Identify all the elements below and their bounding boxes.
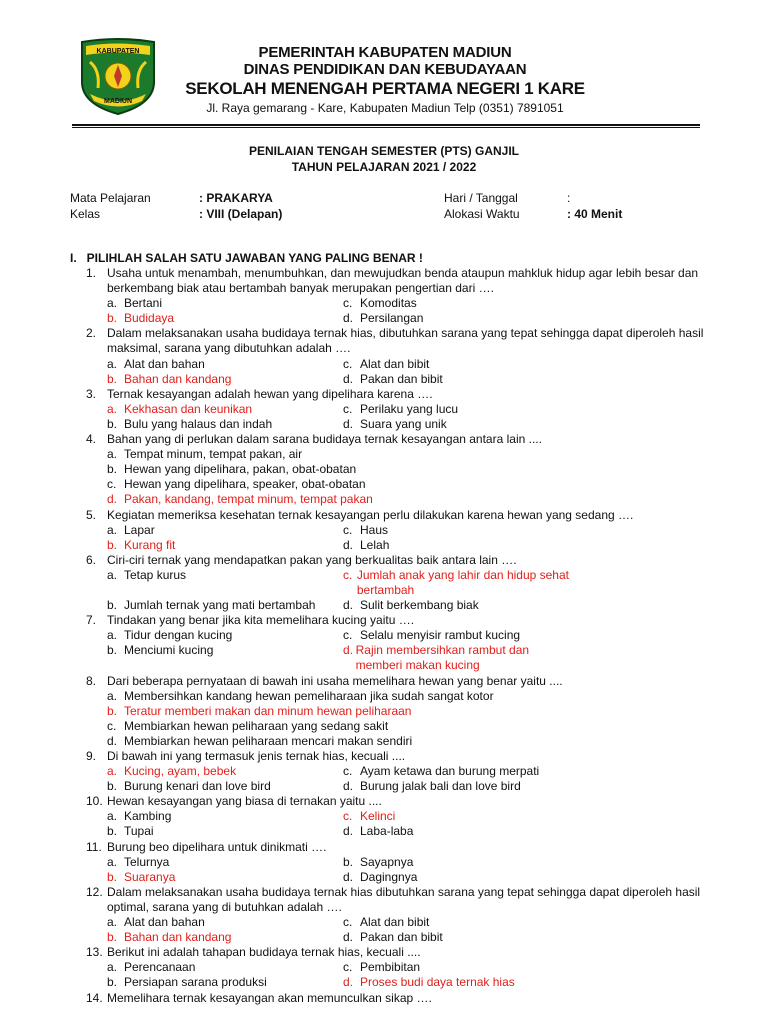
option-text: Suara yang unik (360, 416, 447, 431)
option-letter: a. (107, 764, 118, 779)
option-row (86, 568, 706, 598)
option-text: Teratur memberi makan dan minum hewan peliharaan (124, 703, 412, 718)
question-stem (86, 432, 706, 447)
option-letter: d. (343, 311, 354, 326)
answer-option (107, 296, 343, 311)
answer-option (343, 915, 579, 930)
option-letter: c. (343, 915, 353, 930)
option-letter: b. (107, 779, 118, 794)
option-letter: d. (107, 492, 118, 507)
option-text: Bahan dan kandang (124, 371, 232, 386)
duration-value: : 40 Menit (567, 207, 623, 221)
question-item (86, 840, 706, 885)
option-row (86, 311, 706, 326)
question-stem (86, 508, 706, 523)
option-row (86, 628, 706, 643)
question-stem (86, 387, 706, 402)
option-letter: b. (343, 854, 354, 869)
option-letter: b. (107, 975, 118, 990)
question-item (86, 885, 706, 945)
question-text: Usaha untuk menambah, menumbuhkan, dan mewujudkan benda ataupun mahkluk hidup agar lebih besar dan berkembang biak atau bertambah banyak merupakan pengertian dari …. (107, 266, 699, 296)
option-row (86, 779, 706, 794)
option-letter: b. (107, 824, 118, 839)
answer-option (343, 779, 579, 794)
option-text: Membiarkan hewan peliharaan yang sedang sakit (124, 718, 389, 733)
option-row (86, 960, 706, 975)
option-text: Kelinci (360, 809, 396, 824)
option-text: Haus (360, 522, 389, 537)
option-text: Pakan dan bibit (360, 930, 443, 945)
answer-option-correct (107, 870, 343, 885)
option-letter: c. (343, 522, 353, 537)
question-item (86, 553, 706, 613)
option-letter: d. (343, 598, 354, 613)
option-letter: c. (343, 567, 353, 582)
question-number: 14. (86, 990, 103, 1005)
answer-option (107, 462, 356, 477)
header-rule-thick (72, 124, 700, 126)
option-letter: d. (343, 537, 354, 552)
school-address: Jl. Raya gemarang - Kare, Kabupaten Madiun Telp (0351) 7891051 (206, 101, 564, 115)
subject-label: Mata Pelajaran (70, 191, 151, 205)
option-letter: b. (107, 930, 118, 945)
question-stem (86, 794, 706, 809)
option-row (86, 447, 706, 462)
option-row (86, 462, 706, 477)
option-row (86, 372, 706, 387)
answer-option (107, 477, 366, 492)
question-item (86, 794, 706, 839)
option-text: Alat dan bibit (360, 356, 430, 371)
option-letter: a. (107, 296, 118, 311)
answer-option (343, 824, 579, 839)
government-name: PEMERINTAH KABUPATEN MADIUN (258, 44, 512, 61)
answer-option (107, 357, 343, 372)
option-text: Tetap kurus (124, 567, 187, 582)
option-letter: b. (107, 703, 118, 718)
answer-option-correct (107, 764, 343, 779)
option-letter: d. (343, 869, 354, 884)
answer-option (343, 855, 579, 870)
answer-option-correct (107, 311, 343, 326)
question-stem (86, 840, 706, 855)
option-letter: d. (343, 930, 354, 945)
duration-label: Alokasi Waktu (444, 207, 520, 221)
option-letter: d. (343, 371, 354, 386)
question-item (86, 991, 706, 1006)
question-number: 1. (86, 266, 97, 280)
answer-option (343, 296, 579, 311)
answer-option-correct (107, 704, 411, 719)
answer-option (107, 523, 343, 538)
answer-option-correct (343, 975, 579, 990)
option-text: Perencanaan (124, 960, 196, 975)
date-value: : (567, 191, 571, 205)
answer-option-correct (107, 538, 343, 553)
answer-option (107, 824, 343, 839)
answer-option (107, 960, 343, 975)
option-letter: a. (107, 447, 118, 462)
option-text: Tupai (124, 824, 154, 839)
answer-option-correct (343, 643, 579, 673)
option-row (86, 357, 706, 372)
answer-option (343, 417, 579, 432)
option-text: Persilangan (360, 311, 424, 326)
option-row (86, 734, 706, 749)
answer-option (107, 915, 343, 930)
option-text: Laba-laba (360, 824, 414, 839)
question-number: 11. (86, 839, 102, 854)
option-row (86, 930, 706, 945)
option-text: Komoditas (360, 296, 417, 311)
answer-option (107, 689, 494, 704)
option-text: Lapar (124, 522, 155, 537)
option-row (86, 870, 706, 885)
question-item (86, 266, 706, 326)
question-number: 12. (86, 884, 103, 899)
question-number: 4. (86, 432, 97, 447)
question-number: 2. (86, 326, 97, 341)
option-letter: a. (107, 809, 118, 824)
answer-option (343, 357, 579, 372)
answer-option-correct (107, 402, 343, 417)
answer-option-correct (107, 930, 343, 945)
option-row (86, 598, 706, 613)
option-letter: d. (343, 643, 354, 658)
option-text: Persiapan sarana produksi (124, 975, 267, 990)
option-letter: a. (107, 401, 118, 416)
option-letter: a. (107, 960, 118, 975)
option-text: Hewan yang dipelihara, speaker, obat-obatan (124, 477, 366, 492)
option-text: Jumlah anak yang lahir dan hidup sehat bertambah (356, 567, 569, 597)
option-row (86, 704, 706, 719)
option-text: Dagingnya (360, 869, 418, 884)
question-text: Dari beberapa pernyataan di bawah ini usaha memelihara hewan yang benar yaitu .... (107, 673, 563, 688)
answer-option (343, 870, 579, 885)
option-letter: b. (107, 311, 118, 326)
question-stem (86, 613, 706, 628)
option-text: Pembibitan (360, 960, 421, 975)
option-letter: b. (107, 869, 118, 884)
option-row (86, 477, 706, 492)
option-letter: a. (107, 567, 118, 582)
option-letter: c. (343, 356, 353, 371)
option-text: Telurnya (124, 854, 170, 869)
option-letter: b. (107, 462, 118, 477)
option-letter: d. (343, 779, 354, 794)
answer-option (343, 311, 579, 326)
madiun-regency-logo (76, 38, 160, 116)
question-stem (86, 553, 706, 568)
option-text: Selalu menyisir rambut kucing (360, 628, 521, 643)
answer-option (107, 417, 343, 432)
question-text: Dalam melaksanakan usaha budidaya ternak hias dibutuhkan sarana yang tepat sehingga dapat diperoleh hasil optimal, sarana yang di butuhkan adalah …. (107, 884, 701, 914)
question-text: Di bawah ini yang termasuk jenis ternak hias, kecuali .... (107, 749, 406, 763)
answer-option (343, 960, 579, 975)
option-letter: c. (343, 401, 353, 416)
academic-year: TAHUN PELAJARAN 2021 / 2022 (291, 160, 477, 174)
exam-title (0, 143, 768, 175)
option-letter: c. (343, 809, 353, 824)
option-text: Kekhasan dan keunikan (124, 401, 253, 416)
answer-option (107, 719, 388, 734)
answer-option (343, 930, 579, 945)
option-letter: d. (343, 824, 354, 839)
option-text: Alat dan bibit (360, 915, 430, 930)
option-text: Bulu yang halaus dan indah (124, 416, 273, 431)
option-row (86, 809, 706, 824)
question-stem (86, 326, 706, 356)
option-text: Tempat minum, tempat pakan, air (124, 447, 303, 462)
answer-option-correct (107, 492, 373, 507)
option-text: Alat dan bahan (124, 356, 205, 371)
option-letter: a. (107, 854, 118, 869)
option-letter: c. (343, 764, 353, 779)
option-letter: c. (343, 960, 353, 975)
option-text: Membersihkan kandang hewan pemeliharaan jika sudah sangat kotor (124, 688, 494, 703)
question-number: 3. (86, 386, 97, 401)
answer-option-correct (107, 372, 343, 387)
answer-option (107, 447, 302, 462)
option-text: Lelah (360, 537, 390, 552)
question-number: 13. (86, 945, 103, 960)
option-text: Alat dan bahan (124, 915, 205, 930)
option-text: Hewan yang dipelihara, pakan, obat-obatan (124, 462, 357, 477)
section-heading: I. PILIHLAH SALAH SATU JAWABAN YANG PALING BENAR ! (70, 251, 423, 265)
subject-value: : PRAKARYA (199, 191, 273, 205)
question-stem (86, 885, 706, 915)
option-row (86, 296, 706, 311)
question-number: 5. (86, 507, 97, 522)
question-text: Kegiatan memeriksa kesehatan ternak kesayangan perlu dilakukan karena hewan yang sedang …. (107, 507, 634, 522)
answer-option (107, 809, 343, 824)
option-row (86, 975, 706, 990)
option-letter: a. (107, 915, 118, 930)
option-row (86, 417, 706, 432)
option-row (86, 719, 706, 734)
answer-option (343, 628, 579, 643)
answer-option (107, 598, 343, 613)
option-row (86, 824, 706, 839)
option-letter: a. (107, 356, 118, 371)
option-letter: b. (107, 598, 118, 613)
option-letter: d. (343, 416, 354, 431)
answer-option (107, 628, 343, 643)
option-row (86, 492, 706, 507)
question-item (86, 749, 706, 794)
question-text: Dalam melaksanakan usaha budidaya ternak hias, dibutuhkan sarana yang tepat sehingga dapat diperoleh hasil maksimal, sarana yang dibutuhkan adalah …. (107, 326, 704, 356)
question-number: 7. (86, 613, 97, 628)
option-row (86, 764, 706, 779)
option-letter: b. (107, 371, 118, 386)
option-text: Bahan dan kandang (124, 930, 232, 945)
question-item (86, 508, 706, 553)
option-letter: b. (107, 416, 118, 431)
option-letter: b. (107, 537, 118, 552)
option-row (86, 915, 706, 930)
option-letter: d. (107, 733, 118, 748)
option-text: Kurang fit (124, 537, 176, 552)
answer-option (107, 734, 412, 749)
answer-option (107, 975, 343, 990)
question-text: Bahan yang di perlukan dalam sarana budidaya ternak kesayangan antara lain .... (107, 432, 542, 447)
answer-option (107, 568, 343, 598)
question-item (86, 326, 706, 386)
question-number: 10. (86, 794, 103, 809)
option-row (86, 523, 706, 538)
option-text: Proses budi daya ternak hias (360, 975, 515, 990)
answer-option (343, 372, 579, 387)
answer-option-correct (343, 809, 579, 824)
option-text: Menciumi kucing (124, 643, 214, 658)
department-name: DINAS PENDIDIKAN DAN KEBUDAYAAN (243, 61, 527, 78)
question-stem (86, 991, 706, 1006)
option-text: Jumlah ternak yang mati bertambah (124, 598, 316, 613)
question-number: 8. (86, 673, 97, 688)
option-text: Ayam ketawa dan burung merpati (360, 764, 540, 779)
option-text: Suaranya (124, 869, 176, 884)
answer-option (343, 598, 579, 613)
option-text: Burung jalak bali dan love bird (360, 779, 521, 794)
svg-text:KABUPATEN: KABUPATEN (96, 48, 140, 55)
option-text: Burung kenari dan love bird (124, 779, 271, 794)
question-text: Ciri-ciri ternak yang mendapatkan pakan yang berkualitas baik antara lain …. (107, 552, 517, 567)
option-letter: a. (107, 522, 118, 537)
option-letter: c. (343, 296, 353, 311)
svg-text:MADIUN: MADIUN (104, 98, 132, 105)
exam-name: PENILAIAN TENGAH SEMESTER (PTS) GANJIL (248, 144, 520, 158)
option-text: Kucing, ayam, bebek (124, 764, 237, 779)
question-text: Memelihara ternak kesayangan akan memunculkan sikap …. (107, 990, 432, 1005)
answer-option (107, 855, 343, 870)
option-letter: c. (343, 628, 353, 643)
question-text: Ternak kesayangan adalah hewan yang dipelihara karena …. (107, 386, 433, 401)
option-text: Perilaku yang lucu (360, 401, 459, 416)
answer-option-correct (343, 568, 579, 598)
answer-option (343, 538, 579, 553)
option-text: Rajin membersihkan rambut dan memberi makan kucing (355, 643, 530, 673)
school-name: SEKOLAH MENENGAH PERTAMA NEGERI 1 KARE (185, 79, 585, 98)
option-text: Sayapnya (360, 854, 414, 869)
question-number: 6. (86, 552, 97, 567)
class-value: : VIII (Delapan) (199, 207, 283, 221)
question-number: 9. (86, 749, 97, 763)
answer-option (343, 764, 579, 779)
answer-option (343, 402, 579, 417)
option-text: Bertani (124, 296, 163, 311)
question-text: Burung beo dipelihara untuk dinikmati …. (107, 839, 327, 854)
question-stem (86, 266, 706, 296)
question-item (86, 432, 706, 507)
option-row (86, 689, 706, 704)
option-letter: d. (343, 975, 354, 990)
question-text: Berikut ini adalah tahapan budidaya ternak hias, kecuali .... (107, 945, 421, 960)
answer-option (343, 523, 579, 538)
option-text: Membiarkan hewan peliharaan mencari makan sendiri (124, 733, 413, 748)
question-text: Tindakan yang benar jika kita memelihara kucing yaitu …. (107, 613, 415, 628)
question-stem (86, 749, 706, 764)
question-stem (86, 945, 706, 960)
class-label: Kelas (70, 207, 101, 221)
option-row (86, 855, 706, 870)
option-text: Tidur dengan kucing (124, 628, 233, 643)
option-letter: b. (107, 643, 118, 658)
option-text: Kambing (124, 809, 172, 824)
option-row (86, 643, 706, 673)
option-letter: c. (107, 718, 117, 733)
question-list (86, 266, 706, 1006)
option-letter: c. (107, 477, 117, 492)
option-text: Pakan dan bibit (360, 371, 443, 386)
question-text: Hewan kesayangan yang biasa di ternakan yaitu .... (107, 794, 382, 809)
header-rule-thin (72, 127, 700, 128)
question-stem (86, 674, 706, 689)
answer-option (107, 779, 343, 794)
question-item (86, 945, 706, 990)
letterhead (160, 44, 610, 116)
question-item (86, 387, 706, 432)
question-item (86, 613, 706, 673)
question-item (86, 674, 706, 749)
option-letter: a. (107, 688, 118, 703)
option-row (86, 538, 706, 553)
option-text: Pakan, kandang, tempat minum, tempat pakan (124, 492, 373, 507)
option-letter: a. (107, 628, 118, 643)
option-text: Sulit berkembang biak (360, 598, 479, 613)
option-row (86, 402, 706, 417)
answer-option (107, 643, 343, 673)
option-text: Budidaya (124, 311, 175, 326)
date-label: Hari / Tanggal (444, 191, 518, 205)
